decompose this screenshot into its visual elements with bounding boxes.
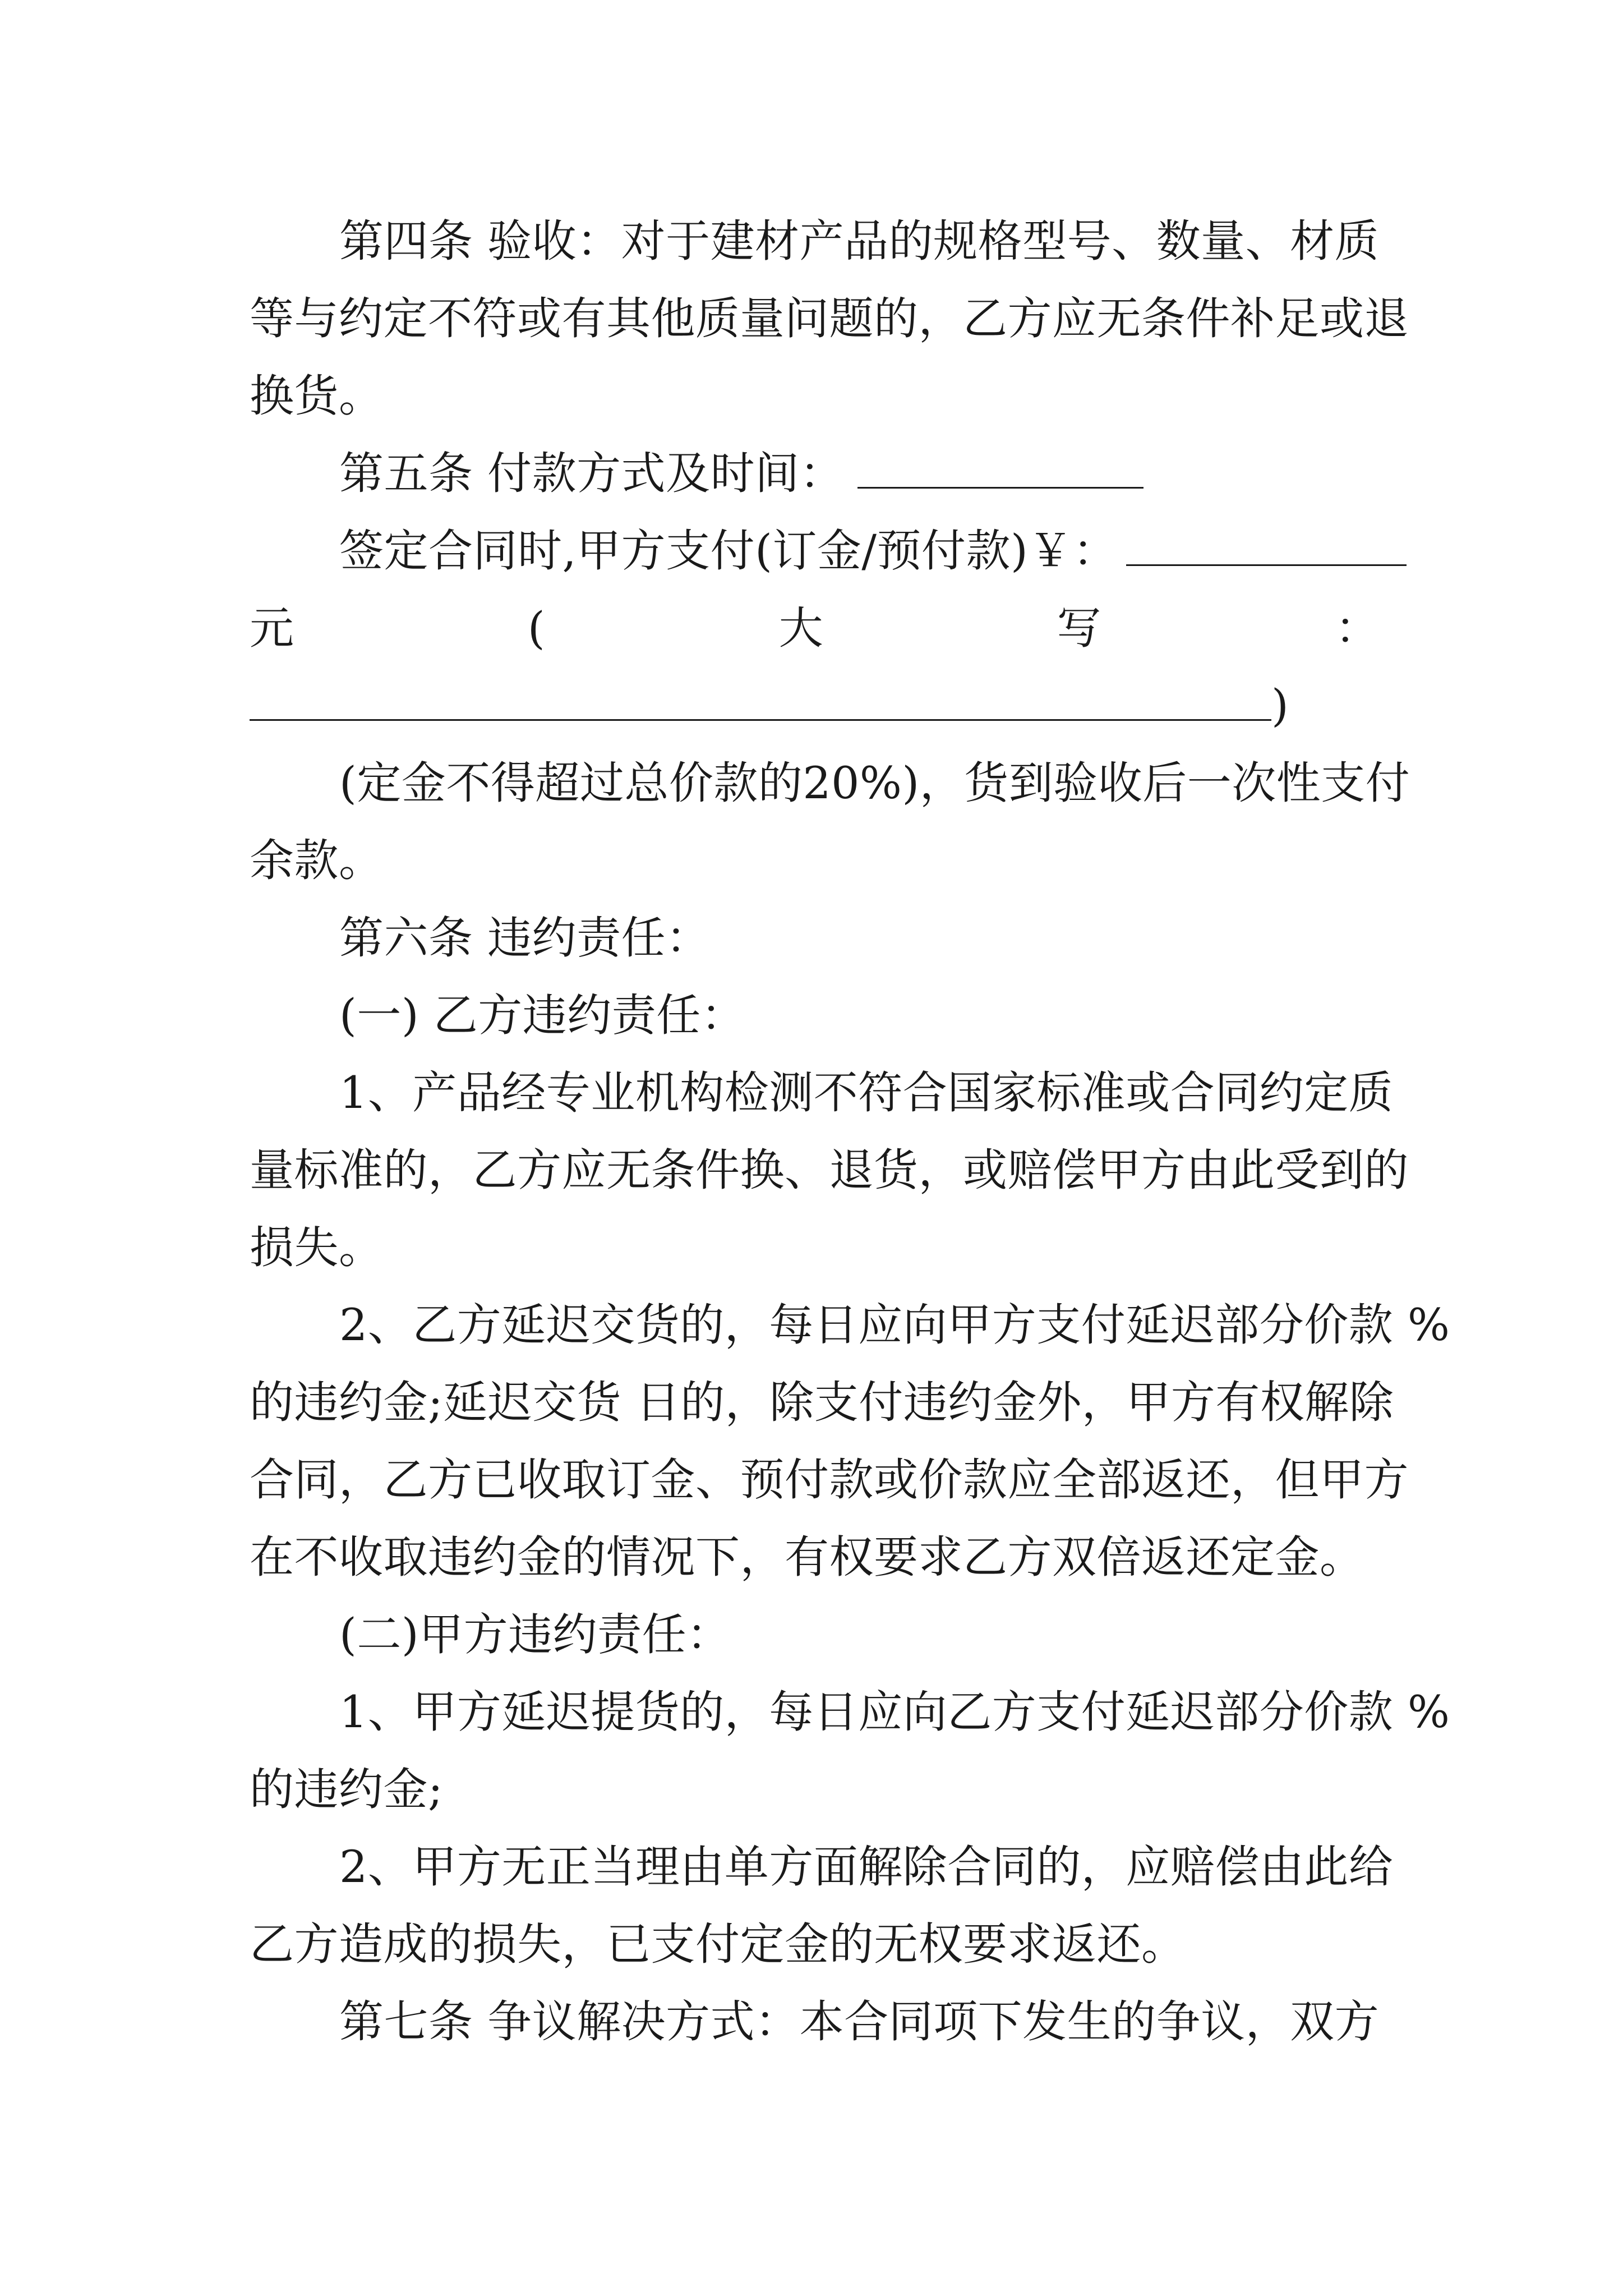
party-b-liability-heading: (一) 乙方违约责任：	[339, 990, 746, 1041]
amount-in-words-blank-line	[250, 678, 1380, 734]
close-paren: )	[1271, 680, 1289, 731]
article-6-heading: 第六条 违约责任：	[339, 912, 711, 964]
party-a-item-2-line-1: 2、甲方无正当理由单方面解除合同的，应赔偿由此给	[339, 1841, 1394, 1893]
article-4-line-2: 等与约定不符或有其他质量问题的，乙方应无条件补足或退	[250, 293, 1409, 344]
da-label: 大	[778, 602, 824, 654]
article-7-line-1: 第七条 争议解决方式：本合同项下发生的争议，双方	[339, 1996, 1380, 2047]
party-b-item-1-line-2: 量标准的，乙方应无条件换、退货，或赔偿甲方由此受到的	[250, 1144, 1409, 1196]
deposit-line	[339, 523, 1380, 579]
amount-in-words-blank[interactable]	[250, 680, 1271, 721]
party-b-item-2-line-1: 2、乙方延迟交货的，每日应向甲方支付延迟部分价款 %	[339, 1299, 1450, 1351]
party-b-item-1-line-3: 损失。	[250, 1222, 384, 1273]
party-b-item-2-line-2: 的违约金;延迟交货 日的，除支付违约金外，甲方有权解除	[250, 1377, 1394, 1428]
article-5-heading	[339, 445, 1380, 501]
yuan-label: 元	[250, 602, 294, 654]
open-paren: (	[527, 602, 546, 654]
party-a-item-1-line-2: 的违约金;	[250, 1764, 444, 1815]
party-a-liability-heading: (二)甲方违约责任：	[339, 1609, 731, 1660]
party-b-item-2-line-3: 合同，乙方已收取订金、预付款或价款应全部返还，但甲方	[250, 1454, 1409, 1506]
deposit-limit-line-2: 余款。	[250, 835, 384, 886]
article-4-line-1: 第四条 验收：对于建材产品的规格型号、数量、材质	[339, 215, 1380, 267]
payment-method-blank[interactable]	[857, 448, 1144, 489]
article-5-label: 第五条 付款方式及时间：	[339, 448, 845, 499]
party-b-item-2-line-4: 在不收取违约金的情况下，有权要求乙方双倍返还定金。	[250, 1531, 1364, 1583]
deposit-amount-blank[interactable]	[1126, 525, 1407, 566]
party-a-item-2-line-2: 乙方造成的损失，已支付定金的无权要求返还。	[250, 1918, 1186, 1970]
party-b-item-1-line-1: 1、产品经专业机构检测不符合国家标准或合同约定质	[339, 1067, 1394, 1119]
xie-label: 写	[1057, 602, 1102, 654]
deposit-label: 签定合同时,甲方支付(订金/预付款)￥：	[339, 525, 1118, 577]
deposit-limit-line-1: (定金不得超过总价款的20%)，货到验收后一次性支付	[339, 757, 1410, 809]
article-4-line-3: 换货。	[250, 370, 384, 422]
amount-in-words-line	[250, 600, 1380, 656]
colon-label: ：	[1335, 602, 1380, 654]
party-a-item-1-line-1: 1、甲方延迟提货的，每日应向乙方支付延迟部分价款 %	[339, 1686, 1450, 1738]
